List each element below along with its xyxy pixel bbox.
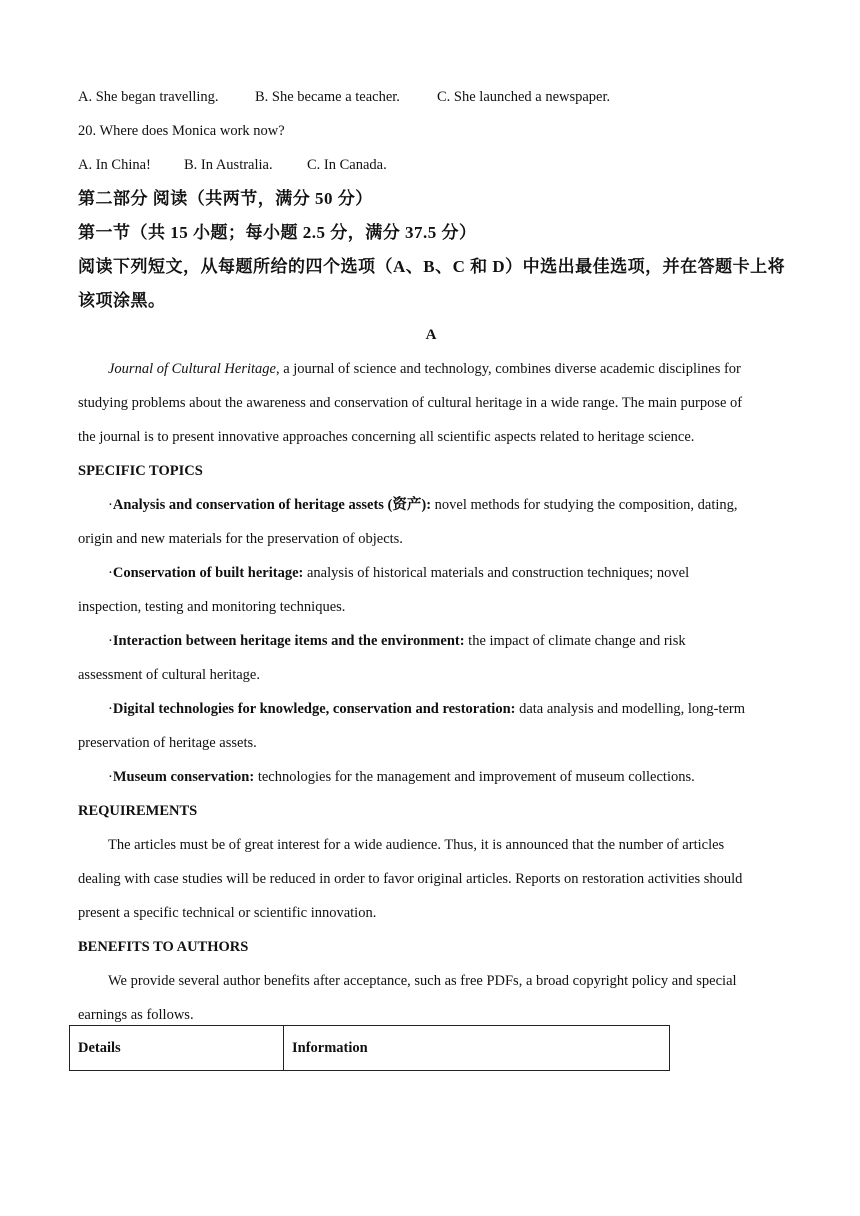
q20-question: 20. Where does Monica work now? bbox=[78, 123, 285, 139]
option-c: C. She launched a newspaper. bbox=[437, 89, 611, 105]
requirements-heading: REQUIREMENTS bbox=[78, 803, 198, 819]
table-header-row bbox=[70, 1026, 670, 1071]
exam-page bbox=[78, 84, 784, 1036]
topic-item: ·Conservation of built heritage: analysis of historical materials and construction techniques; novel bbox=[108, 565, 690, 581]
topic-item-cont: origin and new materials for the preservation of objects. bbox=[78, 531, 403, 547]
table-header-information: Information bbox=[284, 1026, 670, 1071]
topic-item-cont: inspection, testing and monitoring techniques. bbox=[78, 599, 346, 615]
topic-item: ·Interaction between heritage items and the environment: the impact of climate change and risk bbox=[108, 633, 686, 649]
instruction-line-2: 该项涂黑。 bbox=[78, 291, 166, 310]
intro-line-1: Journal of Cultural Heritage, a journal of science and technology, combines diverse academic disciplines for bbox=[108, 361, 741, 377]
instruction-line-1: 阅读下列短文，从每题所给的四个选项（A、B、C 和 D）中选出最佳选项，并在答题卡上将 bbox=[78, 257, 786, 276]
option-c: C. In Canada. bbox=[307, 157, 387, 173]
topic-item: ·Museum conservation: technologies for the management and improvement of museum collections. bbox=[108, 769, 695, 785]
topic-item: ·Analysis and conservation of heritage assets (资产): novel methods for studying the composition, dating, bbox=[108, 497, 738, 513]
part2-title: 第二部分 阅读（共两节，满分 50 分） bbox=[78, 189, 373, 208]
section1-title: 第一节（共 15 小题；每小题 2.5 分，满分 37.5 分） bbox=[78, 223, 477, 242]
requirements-line-1: The articles must be of great interest for a wide audience. Thus, it is announced that the number of articles bbox=[108, 837, 725, 853]
intro-line-3: the journal is to present innovative approaches concerning all scientific aspects related to heritage science. bbox=[78, 429, 695, 445]
option-b: B. In Australia. bbox=[184, 157, 273, 173]
topic-item-cont: preservation of heritage assets. bbox=[78, 735, 257, 751]
requirements-line-3: present a specific technical or scientific innovation. bbox=[78, 905, 377, 921]
option-a: A. In China! bbox=[78, 157, 151, 173]
benefits-table bbox=[69, 1025, 670, 1071]
q19-options bbox=[78, 84, 784, 118]
topics-heading: SPECIFIC TOPICS bbox=[78, 463, 203, 479]
q20-options bbox=[78, 152, 784, 186]
table-header-details: Details bbox=[70, 1026, 284, 1071]
option-b: B. She became a teacher. bbox=[255, 89, 400, 105]
benefits-heading: BENEFITS TO AUTHORS bbox=[78, 939, 249, 955]
passage-letter: A bbox=[425, 327, 437, 343]
journal-title: Journal of Cultural Heritage bbox=[108, 361, 276, 377]
requirements-line-2: dealing with case studies will be reduced in order to favor original articles. Reports on restoration activities should bbox=[78, 871, 743, 887]
benefits-line-1: We provide several author benefits after acceptance, such as free PDFs, a broad copyright policy and special bbox=[108, 973, 737, 989]
topic-item: ·Digital technologies for knowledge, conservation and restoration: data analysis and modelling, long-term bbox=[108, 701, 745, 717]
intro-line-2: studying problems about the awareness and conservation of cultural heritage in a wide range. The main purpose of bbox=[78, 395, 743, 411]
option-a: A. She began travelling. bbox=[78, 89, 219, 105]
benefits-line-2: earnings as follows. bbox=[78, 1007, 194, 1023]
topic-item-cont: assessment of cultural heritage. bbox=[78, 667, 260, 683]
